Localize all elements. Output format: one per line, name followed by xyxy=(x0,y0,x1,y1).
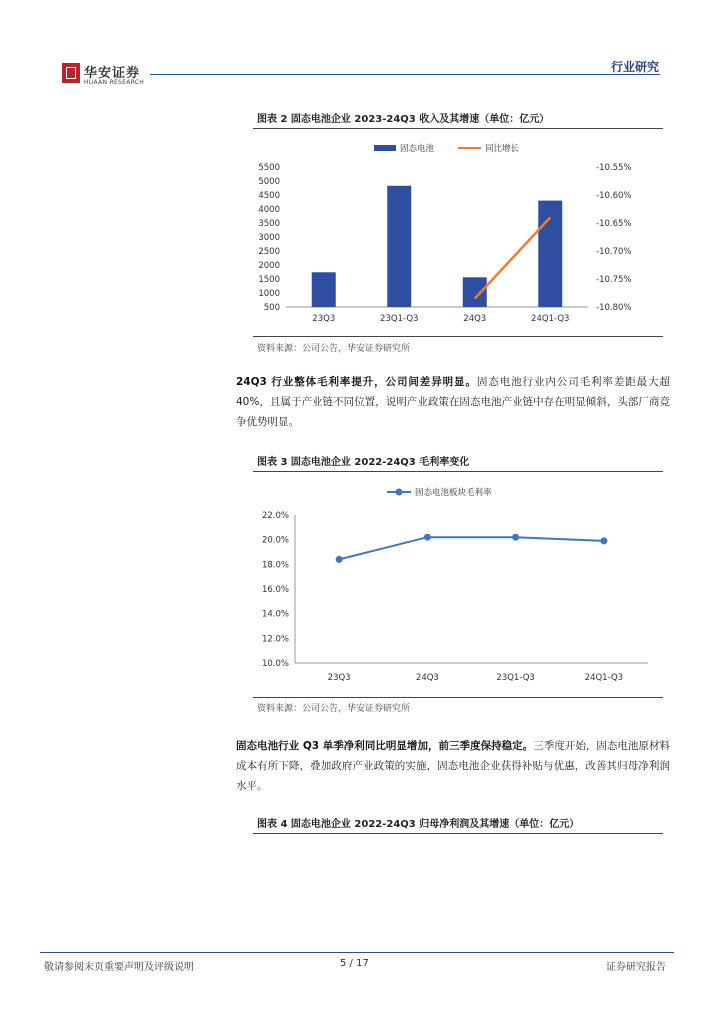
y-tick-label: 16.0% xyxy=(261,585,289,595)
y-left-tick-label: 5500 xyxy=(258,163,280,173)
y-left-tick-label: 3000 xyxy=(258,233,280,243)
x-tick-label: 23Q3 xyxy=(327,673,351,683)
legend-marker xyxy=(396,489,403,496)
section-label: 行业研究 xyxy=(610,60,659,74)
x-tick-label: 24Q1-Q3 xyxy=(531,314,570,324)
data-point xyxy=(336,556,343,563)
margin-line xyxy=(339,537,604,559)
legend-bar-label: 固态电池 xyxy=(400,144,435,154)
figure2-top-rule xyxy=(253,128,663,129)
y-tick-label: 22.0% xyxy=(261,511,289,521)
y-tick-label: 14.0% xyxy=(261,609,289,620)
data-point xyxy=(424,534,431,541)
paragraph-net-profit xyxy=(236,736,670,796)
logo-text: 华安证券 xyxy=(84,66,141,81)
figure4-top-rule xyxy=(253,833,663,834)
y-tick-label: 20.0% xyxy=(261,535,289,546)
y-tick-label: 12.0% xyxy=(261,634,289,645)
y-right-tick-label: -10.65% xyxy=(596,219,632,229)
data-point xyxy=(512,534,519,541)
paragraph-gross-margin xyxy=(236,372,670,432)
revenue-combo-chart xyxy=(253,132,663,332)
y-left-tick-label: 4000 xyxy=(258,205,280,215)
y-left-tick-label: 4500 xyxy=(258,191,280,201)
x-tick-label: 24Q3 xyxy=(463,314,487,324)
y-right-tick-label: -10.70% xyxy=(596,247,632,257)
y-left-tick-label: 500 xyxy=(263,303,280,313)
y-left-tick-label: 2500 xyxy=(258,247,280,257)
figure4-title: 图表 4 固态电池企业 2022-24Q3 归母净利润及其增速（单位：亿元） xyxy=(257,819,580,830)
y-tick-label: 18.0% xyxy=(261,560,289,571)
y-tick-label: 10.0% xyxy=(261,659,289,669)
x-tick-label: 23Q1-Q3 xyxy=(496,673,535,683)
data-point xyxy=(600,537,607,544)
figure3-bottom-rule xyxy=(253,697,663,698)
y-right-tick-label: -10.80% xyxy=(596,303,632,313)
paragraph-net-profit-body: 三季度开始，固态电池原材料成本有所下降，叠加政府产业政策的实施，固态电池企业获得补贴与优惠，改善其归母净利润水平。 xyxy=(236,740,671,792)
logo-subtext: HUAAN RESEARCH xyxy=(84,79,145,86)
legend-label: 固态电池板块毛利率 xyxy=(415,488,492,498)
bar xyxy=(538,201,562,307)
bar xyxy=(312,272,336,307)
x-tick-label: 24Q1-Q3 xyxy=(584,673,624,683)
footer-report-type: 证券研究报告 xyxy=(606,962,666,973)
y-left-tick-label: 2000 xyxy=(258,261,280,271)
footer-disclaimer: 敬请参阅末页重要声明及评级说明 xyxy=(44,962,194,973)
figure3-source: 资料来源：公司公告，华安证券研究所 xyxy=(257,704,411,714)
y-right-tick-label: -10.75% xyxy=(596,275,632,285)
legend-bar-swatch xyxy=(374,145,396,151)
page-number: 5 / 17 xyxy=(340,958,369,969)
legend-line-label: 同比增长 xyxy=(485,144,520,154)
bar xyxy=(463,277,487,307)
y-right-tick-label: -10.55% xyxy=(596,163,632,173)
bar xyxy=(387,186,411,307)
company-logo-icon xyxy=(62,63,80,83)
x-tick-label: 24Q3 xyxy=(415,673,439,683)
gross-margin-line-chart xyxy=(253,474,663,694)
x-tick-label: 23Q3 xyxy=(312,314,336,324)
figure2-source: 资料来源：公司公告，华安证券研究所 xyxy=(257,344,411,354)
figure3-title: 图表 3 固态电池企业 2022-24Q3 毛利率变化 xyxy=(257,457,470,468)
footer-divider xyxy=(40,952,674,953)
figure2-title: 图表 2 固态电池企业 2023-24Q3 收入及其增速（单位：亿元） xyxy=(257,114,550,125)
paragraph-gross-margin-body: 固态电池行业内公司毛利率差距最大超 40%，且属于产业链不同位置，说明产业政策在固态电池产业链中存在明显倾斜，头部厂商竞争优势明显。 xyxy=(236,376,671,428)
paragraph-gross-margin-lead: 24Q3 行业整体毛利率提升，公司间差异明显。 xyxy=(236,376,477,388)
y-left-tick-label: 1500 xyxy=(258,275,280,285)
figure2-bottom-rule xyxy=(253,336,663,337)
header-divider xyxy=(150,74,660,75)
y-left-tick-label: 5000 xyxy=(258,177,280,187)
y-left-tick-label: 3500 xyxy=(258,219,280,229)
y-left-tick-label: 1000 xyxy=(258,289,280,299)
paragraph-net-profit-lead: 固态电池行业 Q3 单季净利同比明显增加，前三季度保持稳定。 xyxy=(236,740,534,752)
figure3-top-rule xyxy=(253,471,663,472)
x-tick-label: 23Q1-Q3 xyxy=(380,314,419,324)
y-right-tick-label: -10.60% xyxy=(596,191,632,201)
